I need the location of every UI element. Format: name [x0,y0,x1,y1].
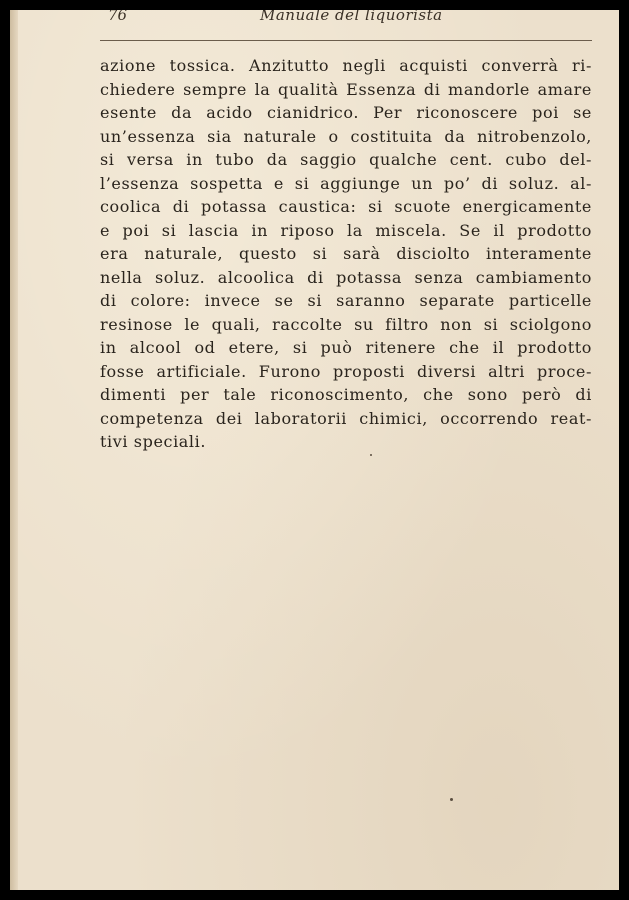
text-line: fosse artificiale. Furono proposti diversi altri proce- [100,361,592,381]
text-line: coolica di potassa caustica: si scuote energicamente [100,197,592,216]
header-rule [100,40,592,41]
text-line: chiedere sempre la qualità Essenza di mandorle amare [100,79,592,99]
text-line: dimenti per tale riconoscimento, che sono però di [100,385,592,404]
text-line: in alcool od etere, si può ritenere che il prodotto [100,338,592,357]
text-line: azione tossica. Anzitutto negli acquisti converrà ri- [100,56,592,75]
text-line: di colore: invece se si saranno separate particelle [100,291,592,310]
page-gutter [10,10,18,890]
paper-speck [370,454,372,456]
text-line: esente da acido cianidrico. Per riconoscere poi se [100,103,592,122]
text-line: nella soluz. alcoolica di potassa senza cambiamento [100,267,592,287]
text-line: competenza dei laboratorii chimici, occorrendo reat- [100,408,592,428]
paper-speck [450,798,453,801]
text-line: un’essenza sia naturale o costituita da nitrobenzolo, [100,126,592,146]
body-paragraph [100,54,592,454]
text-line: l’essenza sospetta e si aggiunge un po’ di soluz. al- [100,173,592,193]
text-line: e poi si lascia in riposo la miscela. Se il prodotto [100,220,592,240]
running-head [100,10,600,32]
book-title: Manuale del liquorista [260,10,443,24]
page-number: 76 [108,10,128,24]
text-line: resinose le quali, raccolte su filtro non si sciolgono [100,314,592,334]
book-page [10,10,619,890]
text-line: era naturale, questo si sarà disciolto interamente [100,244,592,263]
text-line: tivi speciali. [100,432,207,451]
text-line: si versa in tubo da saggio qualche cent. cubo del- [100,150,592,169]
